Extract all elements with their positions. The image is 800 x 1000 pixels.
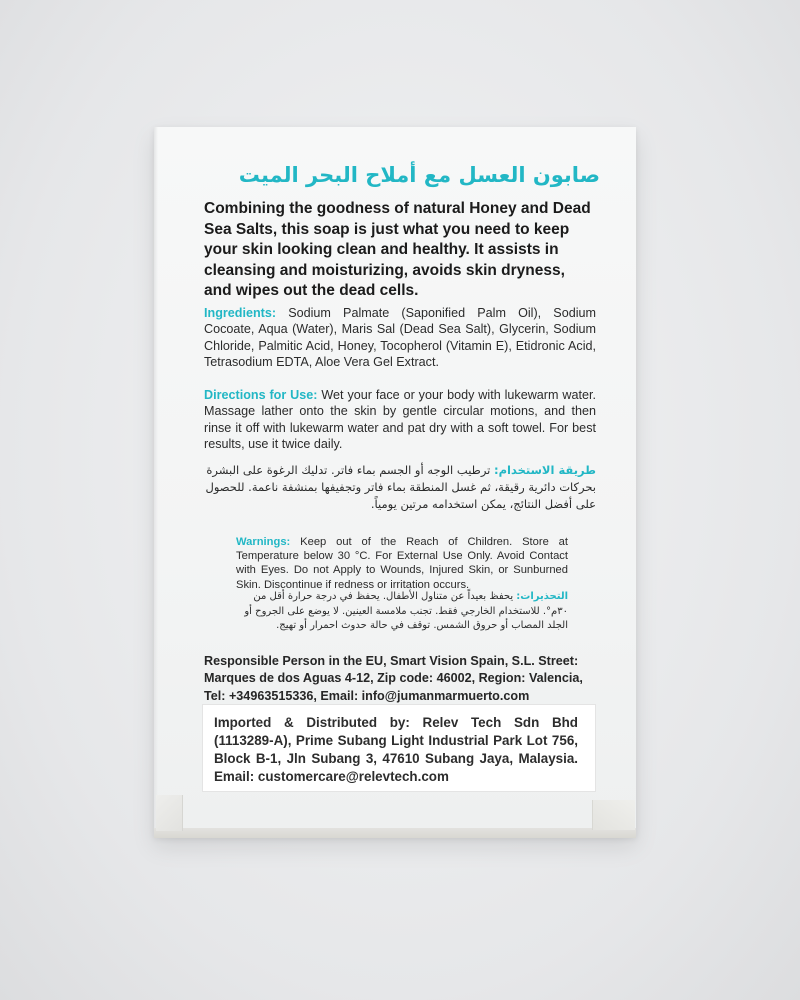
warnings-arabic-text: يحفظ بعيداً عن متناول الأطفال. يحفظ في درجة حرارة أقل من ٣٠م°. للاستخدام الخارجي فقط. تجنب ملامسة العينين. لا يوضع على الجروح أو الجلد المصاب أو حروق الشمس. توقف في حالة حدوث احمرار أو تهيج. [244,591,568,631]
warnings-section [236,535,568,592]
directions-arabic-label: طريقة الاستخدام: [494,463,596,477]
warnings-label: Warnings: [236,536,291,548]
eu-responsible-person: Responsible Person in the EU, Smart Vision Spain, S.L. Street: Marques de dos Aguas 4-12, Zip code: 46002, Region: Valencia, Tel: +34963515336, Email: info@jumanmarmuerto.com [204,654,583,703]
directions-arabic-section [204,462,596,513]
product-description: Combining the goodness of natural Honey and Dead Sea Salts, this soap is just what you need to keep your skin looking clean and healthy. It assists in cleansing and moisturizing, avoids skin dryness, and wipes out the dead cells. [204,200,591,299]
warnings-arabic-label: التحذيرات: [516,591,568,602]
product-title-arabic: صابون العسل مع أملاح البحر الميت [238,163,600,187]
ingredients-section [204,305,596,371]
ingredients-text: Sodium Palmate (Saponified Palm Oil), Sodium Cocoate, Aqua (Water), Maris Sal (Dead Sea Salt), Glycerin, Sodium Chloride, Palmitic Acid, Honey, Tocopherol (Vitamin E), Etidronic Acid, Tetrasodium EDTA, Aloe Vera Gel Extract. [204,306,596,370]
directions-arabic-text: ترطيب الوجه أو الجسم بماء فاتر. تدليك الرغوة على البشرة بحركات دائرية رقيقة، ثم غسل المنطقة بماء فاتر وتجفيفها بمنشفة ناعمة. للحصول على أفضل النتائج، يمكن استخدامه مرتين يومياً. [205,463,596,511]
box-left-edge [154,127,158,837]
box-bottom-edge [154,828,636,838]
warnings-arabic-section [236,590,568,634]
importer-text: Imported & Distributed by: Relev Tech Sdn Bhd (1113289-A), Prime Subang Light Industrial Park Lot 756, Block B-1, Jln Subang 3, 47610 Subang Jaya, Malaysia. Email: customercare@relevtech.com [214,715,578,784]
box-flap-left [156,795,183,831]
box-flap-right [592,800,635,830]
directions-text: Wet your face or your body with lukewarm water. Massage lather onto the skin by gentle circular motions, and then rinse it off with lukewarm water and pat dry with a soft towel. For best results, use it twice daily. [204,388,596,452]
ingredients-label: Ingredients: [204,306,277,320]
directions-label: Directions for Use: [204,388,318,402]
warnings-text: Keep out of the Reach of Children. Store at Temperature below 30 °C. For External Use Only. Avoid Contact with Eyes. Do not Apply to Wounds, Injured Skin, or Sunburned Skin. Discontinue if redness or irritation occurs. [236,536,568,591]
directions-section [204,387,596,453]
